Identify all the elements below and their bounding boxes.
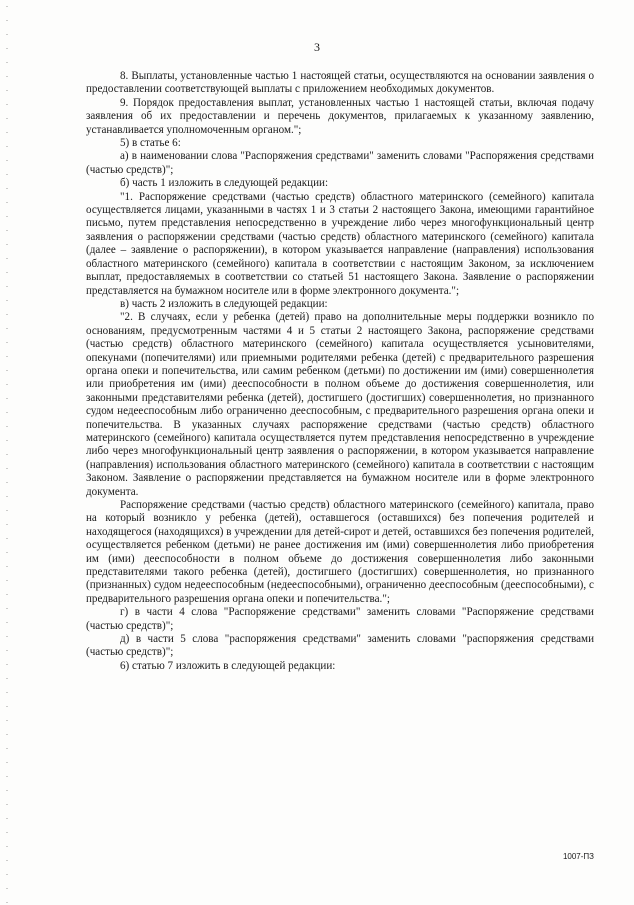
paragraph-subpoint-v: в) часть 2 изложить в следующей редакции: [120,297,328,310]
paragraph-item-9: 9. Порядок предоставления выплат, установленных частью 1 настоящей статьи, включая подачу заявления об их предоставлении и перечень документов, прилагаемых к указанному заявлению, устанавливается уполномоченным органом."; [86,96,594,136]
document-body [86,70,594,673]
paragraph-subpoint-a: а) в наименовании слова "Распоряжения средствами" заменить словами "Распоряжения средствами (частью средств)"; [86,150,594,176]
paragraph-subpoint-b: б) часть 1 изложить в следующей редакции: [120,177,329,190]
footer-document-code: 1007-ПЗ [562,852,594,861]
paragraph-part-2-continuation: Распоряжение средствами (частью средств) областного материнского (семейного) капитала, право на который возникло у ребенка (детей), оставшегося (оставшихся) без попечения родителей и находящегося (находящихся) в учреждении для детей-сирот и детей, оставшихся без попечения родителей, осуществляется ребенком (детьми) не ранее достижения им (ими) совершеннолетия либо приобретения им (ими) дееспособности в полном объеме до достижения совершеннолетия либо законными представителями такого ребенка (детей), достигшего (достигших) совершеннолетия, но признанного (признанных) судом недееспособным (недееспособными), ограниченно дееспособным (дееспособными), с предварительного разрешения органа опеки и попечительства."; [86,499,594,605]
paragraph-point-6: 6) статью 7 изложить в следующей редакции: [120,659,336,672]
paragraph-item-8: 8. Выплаты, установленные частью 1 настоящей статьи, осуществляются на основании заявления о предоставлении соответствующей выплаты с приложением необходимых документов. [86,70,594,96]
paragraph-subpoint-d: д) в части 5 слова "распоряжения средствами" заменить словами "распоряжения средствами (частью средств)"; [86,633,594,659]
binding-edge [6,0,8,905]
paragraph-point-5: 5) в статье 6: [120,137,181,150]
paragraph-part-1-text: "1. Распоряжение средствами (частью средств) областного материнского (семейного) капитала осуществляется лицами, указанными в частях 1 и 3 статьи 2 настоящего Закона, имеющими гарантийное письмо, путем представления непосредственно в учреждение либо через многофункциональный центр заявления о распоряжении средствами (частью средств) областного материнского (семейного) капитала (далее – заявление о распоряжении), в котором указывается направление (направления) использования областного материнского (семейного) капитала в соответствии с настоящим Законом, за исключением выплат, предоставляемых в соответствии со статьей 51 настоящего Закона. Заявление о распоряжении представляется на бумажном носителе или в форме электронного документа."; [86,190,594,297]
paragraph-subpoint-g: г) в части 4 слова "Распоряжение средствами" заменить словами "Распоряжение средствами (частью средств)"; [86,606,594,632]
paragraph-part-2-text: "2. В случаях, если у ребенка (детей) право на дополнительные меры поддержки возникло по основаниям, предусмотренным частями 4 и 5 статьи 2 настоящего Закона, распоряжение средствами (частью средств) областного материнского (семейного) капитала осуществляется усыновителями, опекунами (попечителями) или приемными родителями ребенка (детей) с предварительного разрешения органа опеки и попечительства, или самим ребенком (детьми) по достижении им (ими) совершеннолетия или приобретения им (ими) дееспособности в полном объеме до достижения совершеннолетия, или законными представителями ребенка (детей), достигшего (достигших) совершеннолетия, но признанного судом недееспособным либо ограниченно дееспособным, с предварительного разрешения органа опеки и попечительства. В указанных случаях распоряжение средствами (частью средств) областного материнского (семейного) капитала осуществляется путем представления непосредственно в учреждение либо через многофункциональный центр заявления о распоряжении, в котором указывается направление (направления) использования областного материнского (семейного) капитала в соответствии с настоящим Законом. Заявление о распоряжении представляется на бумажном носителе или в форме электронного документа. [86,311,594,498]
page-number: 3 [314,40,320,54]
